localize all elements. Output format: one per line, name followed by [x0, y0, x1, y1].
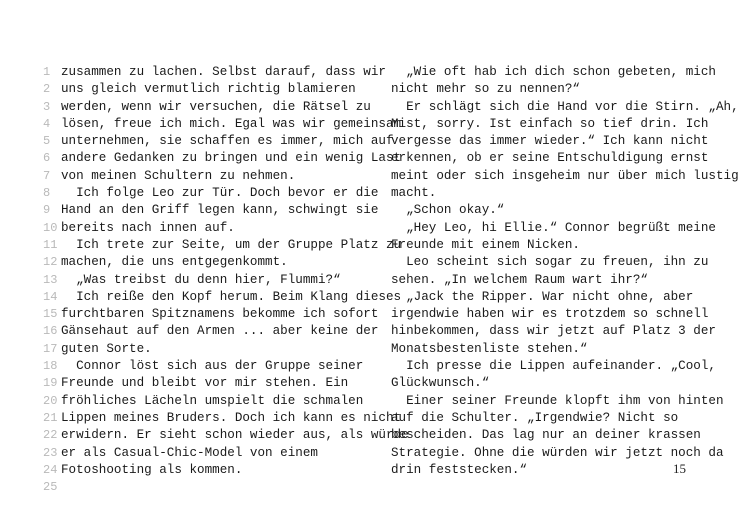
text-line	[43, 479, 363, 496]
text-line	[391, 81, 711, 98]
line-text: Ich trete zur Seite, um der Gruppe Platz zu	[61, 237, 402, 252]
line-text: Ich reiße den Kopf herum. Beim Klang dieses	[61, 289, 402, 304]
line-text: „Jack the Ripper. War nicht ohne, aber	[391, 289, 694, 304]
text-line	[391, 202, 711, 219]
line-text: Mist, sorry. Ist einfach so tief drin. Ich	[391, 116, 709, 131]
line-number: 13	[43, 272, 58, 287]
line-text: uns gleich vermutlich richtig blamieren	[61, 82, 356, 97]
text-line	[391, 99, 739, 116]
text-line	[391, 358, 716, 375]
line-text: Freunde mit einem Nicken.	[391, 237, 580, 252]
text-line	[43, 99, 371, 116]
text-line	[391, 133, 711, 150]
line-number: 15	[43, 307, 58, 322]
right-text-column	[391, 64, 739, 479]
line-text: „Was treibst du denn hier, Flummi?“	[61, 272, 341, 287]
line-text: Ich presse die Lippen aufeinander. „Cool,	[391, 359, 716, 374]
line-text: „Hey Leo, hi Ellie.“ Connor begrüßt meine	[391, 220, 716, 235]
line-text: werden, wenn wir versuchen, die Rätsel zu	[61, 99, 371, 114]
text-line	[391, 410, 711, 427]
text-line	[43, 237, 402, 254]
line-text: bescheiden. Das lag nur an deiner krassen	[391, 428, 701, 443]
line-number: 20	[43, 393, 58, 408]
text-line	[43, 323, 379, 340]
text-line	[43, 185, 379, 202]
line-text: bereits nach innen auf.	[61, 220, 235, 235]
text-line	[391, 427, 711, 444]
line-number: 25	[43, 480, 58, 495]
text-line	[391, 116, 711, 133]
text-line	[43, 133, 394, 150]
line-text: Lippen meines Bruders. Doch ich kann es nicht	[61, 410, 402, 425]
line-number: 14	[43, 289, 58, 304]
line-text: Gänsehaut auf den Armen ... aber keine der	[61, 324, 379, 339]
line-number: 24	[43, 462, 58, 477]
line-text: er als Casual-Chic-Model von einem	[61, 445, 318, 460]
text-line	[43, 341, 363, 358]
line-text: irgendwie haben wir es trotzdem so schnell	[391, 307, 709, 322]
line-text: Ich folge Leo zur Tür. Doch bevor er die	[61, 186, 379, 201]
text-line	[43, 202, 379, 219]
line-text: auf die Schulter. „Irgendwie? Nicht so	[391, 410, 679, 425]
text-line	[391, 150, 711, 167]
line-text: Glückwunsch.“	[391, 376, 490, 391]
line-text: vergesse das immer wieder.“ Ich kann nicht	[391, 134, 709, 149]
text-line	[43, 150, 402, 167]
line-text: sehen. „In welchem Raum wart ihr?“	[391, 272, 648, 287]
text-line	[43, 306, 379, 323]
line-number: 18	[43, 359, 58, 374]
line-text: „Schon okay.“	[391, 203, 505, 218]
line-number: 16	[43, 324, 58, 339]
line-number: 22	[43, 428, 58, 443]
page-number: 15	[673, 461, 686, 476]
text-line	[391, 168, 739, 185]
left-text-column	[43, 64, 409, 496]
line-number: 23	[43, 445, 58, 460]
line-text: zusammen zu lachen. Selbst darauf, dass wir	[61, 65, 386, 79]
text-line	[391, 220, 716, 237]
text-line	[391, 462, 711, 479]
text-line	[43, 462, 363, 479]
line-number: 8	[43, 186, 51, 201]
line-text: furchtbaren Spitznamens bekomme ich sofort	[61, 307, 379, 322]
line-text: guten Sorte.	[61, 341, 152, 356]
line-number: 2	[43, 82, 51, 97]
text-line	[391, 64, 716, 81]
text-line	[43, 272, 363, 289]
line-number: 12	[43, 255, 58, 270]
line-number: 7	[43, 168, 51, 183]
line-text: Einer seiner Freunde klopft ihm von hinten	[391, 393, 724, 408]
line-number: 11	[43, 237, 58, 252]
text-line	[391, 289, 711, 306]
line-text: erkennen, ob er seine Entschuldigung ernst	[391, 151, 709, 166]
line-number: 19	[43, 376, 58, 391]
text-line	[391, 341, 711, 358]
text-line	[391, 237, 711, 254]
line-text: machen, die uns entgegenkommt.	[61, 255, 288, 270]
text-line	[391, 393, 724, 410]
line-text: von meinen Schultern zu nehmen.	[61, 168, 296, 183]
text-line	[391, 375, 711, 392]
line-number: 6	[43, 151, 51, 166]
text-line	[43, 168, 363, 185]
line-text: Monatsbestenliste stehen.“	[391, 341, 588, 356]
line-number: 17	[43, 341, 58, 356]
line-text: Connor löst sich aus der Gruppe seiner	[61, 359, 364, 374]
line-number: 4	[43, 116, 51, 131]
text-line	[391, 254, 711, 271]
text-line	[391, 306, 711, 323]
text-line	[391, 323, 716, 340]
text-line	[43, 289, 402, 306]
line-number: 3	[43, 99, 51, 114]
line-text: nicht mehr so zu nennen?“	[391, 82, 580, 97]
line-text: Er schlägt sich die Hand vor die Stirn. „Ah,	[391, 99, 739, 114]
text-line	[43, 393, 363, 410]
text-line	[43, 81, 363, 98]
text-line	[43, 375, 363, 392]
line-number: 9	[43, 203, 51, 218]
text-line	[43, 254, 363, 271]
line-number: 1	[43, 65, 51, 79]
line-number: 5	[43, 134, 51, 149]
line-text: hinbekommen, dass wir jetzt auf Platz 3 der	[391, 324, 716, 339]
text-line	[43, 220, 363, 237]
line-text: macht.	[391, 186, 437, 201]
line-text: fröhliches Lächeln umspielt die schmalen	[61, 393, 364, 408]
text-line	[43, 64, 386, 81]
text-line	[43, 445, 363, 462]
text-line	[391, 272, 711, 289]
line-number: 21	[43, 410, 58, 425]
line-text: Fotoshooting als kommen.	[61, 462, 243, 477]
line-text: Strategie. Ohne die würden wir jetzt noch da	[391, 445, 724, 460]
text-line	[43, 410, 402, 427]
text-line	[391, 445, 724, 462]
line-text: drin feststecken.“	[391, 462, 528, 477]
line-text: unternehmen, sie schaffen es immer, mich auf	[61, 134, 394, 149]
line-number: 10	[43, 220, 58, 235]
line-text: Freunde und bleibt vor mir stehen. Ein	[61, 376, 349, 391]
text-line	[391, 185, 711, 202]
text-line	[43, 427, 409, 444]
text-line	[43, 358, 363, 375]
line-text: erwidern. Er sieht schon wieder aus, als würde	[61, 428, 409, 443]
line-text: lösen, freue ich mich. Egal was wir gemeinsam	[61, 116, 402, 131]
line-text: andere Gedanken zu bringen und ein wenig Last	[61, 151, 402, 166]
text-line	[43, 116, 402, 133]
line-text: Hand an den Griff legen kann, schwingt sie	[61, 203, 379, 218]
line-text: Leo scheint sich sogar zu freuen, ihn zu	[391, 255, 709, 270]
line-text: meint oder sich insgeheim nur über mich lustig	[391, 168, 739, 183]
line-text: „Wie oft hab ich dich schon gebeten, mich	[391, 65, 716, 79]
